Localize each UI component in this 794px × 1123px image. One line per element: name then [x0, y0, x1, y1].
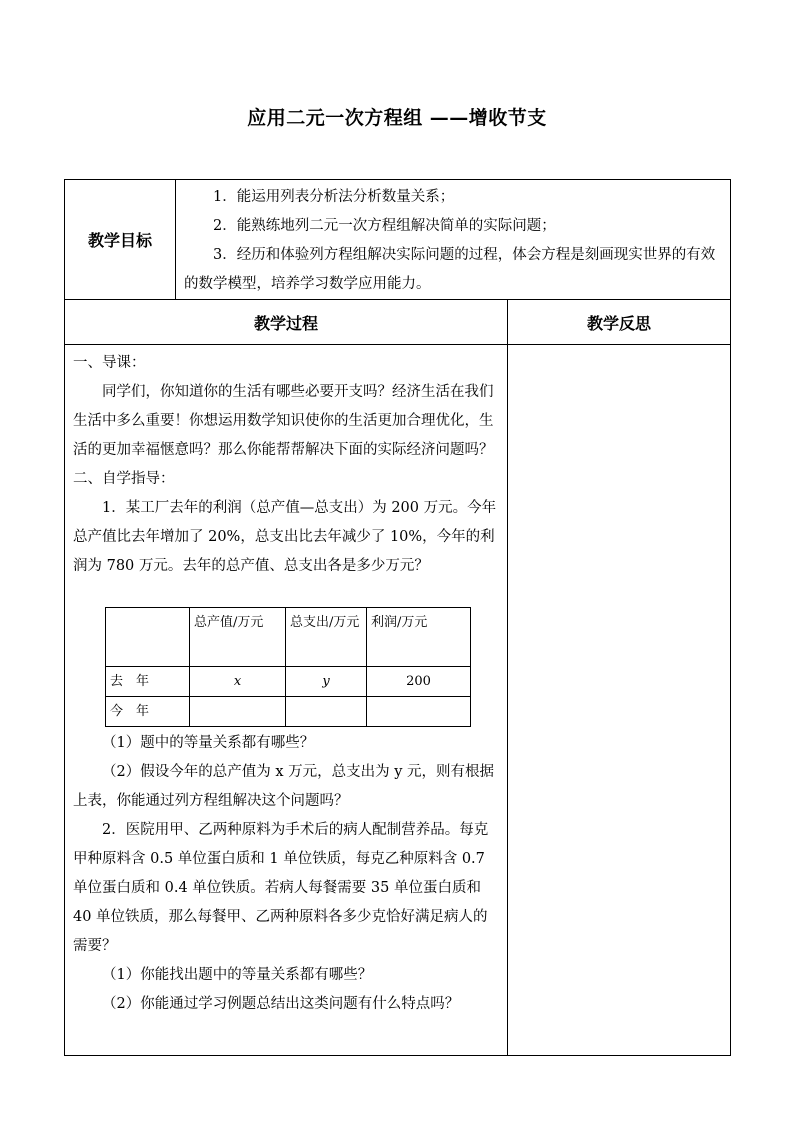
goals-row: [65, 180, 731, 300]
goal-item: 3．经历和体验列方程组解决实际问题的过程，体会方程是刻画现实世界的有效的数学模型，培养学习数学应用能力。: [184, 247, 716, 292]
guide-heading: 二、自学指导：: [73, 471, 175, 487]
goals-label: 教学目标: [65, 180, 176, 300]
data-table-header-row: [106, 608, 471, 667]
intro-text: 同学们，你知道你的生活有哪些必要开支吗？经济生活在我们生活中多么重要！你想运用数学知识使你的生活更加合理优化，生活的更加幸福惬意吗？那么你能帮帮解决下面的实际经济问题吗？: [73, 384, 494, 458]
data-table-header: 利润/万元: [367, 608, 471, 667]
goals-content: [176, 180, 731, 300]
problem-2: 2．医院用甲、乙两种原料为手术后的病人配制营养品。每克甲种原料含 0.5 单位蛋白质和 1 单位铁质，每克乙种原料含 0.7 单位蛋白质和 0.4 单位铁质。若病人每餐需要 35 单位蛋白质和 40 单位铁质，那么每餐甲、乙两种原料各多少克恰好满足病人的需要？: [73, 822, 489, 954]
data-table-header: 总产值/万元: [190, 608, 286, 667]
problem-1: 1．某工厂去年的利润（总产值—总支出）为 200 万元。今年总产值比去年增加了 20%，总支出比去年减少了 10%，今年的利润为 780 万元。去年的总产值、总支出各是多少万元？: [73, 500, 497, 574]
intro-heading: 一、导课：: [73, 355, 146, 371]
header-row: [65, 300, 731, 345]
question: （2）假设今年的总产值为 x 万元，总支出为 y 元，则有根据上表，你能通过列方程组解决这个问题吗？: [73, 764, 495, 809]
data-table-row: [106, 697, 471, 727]
data-table-cell: 今 年: [106, 697, 190, 727]
reflection-content: [508, 345, 731, 1056]
question: （1）题中的等量关系都有哪些？: [102, 735, 315, 751]
goal-item: 2．能熟练地列二元一次方程组解决简单的实际问题；: [213, 218, 556, 234]
process-header: 教学过程: [65, 300, 508, 345]
page-title: 应用二元一次方程组 ——增收节支: [247, 107, 547, 129]
process-content: [65, 345, 508, 1056]
content-row: [65, 345, 731, 1056]
data-table-cell: y: [286, 667, 367, 697]
data-table-header: [106, 608, 190, 667]
data-table-header: 总支出/万元: [286, 608, 367, 667]
data-table: [105, 607, 471, 727]
data-table-row: [106, 667, 471, 697]
question: （2）你能通过学习例题总结出这类问题有什么特点吗？: [102, 996, 460, 1012]
data-table-cell: [190, 697, 286, 727]
data-table-cell: [286, 697, 367, 727]
lesson-plan-table: [64, 179, 731, 1056]
reflection-header: 教学反思: [508, 300, 731, 345]
question: （1）你能找出题中的等量关系都有哪些？: [102, 967, 373, 983]
goal-item: 1．能运用列表分析法分析数量关系；: [213, 189, 455, 205]
data-table-cell: 200: [367, 667, 471, 697]
data-table-cell: 去 年: [106, 667, 190, 697]
data-table-cell: x: [190, 667, 286, 697]
data-table-cell: [367, 697, 471, 727]
